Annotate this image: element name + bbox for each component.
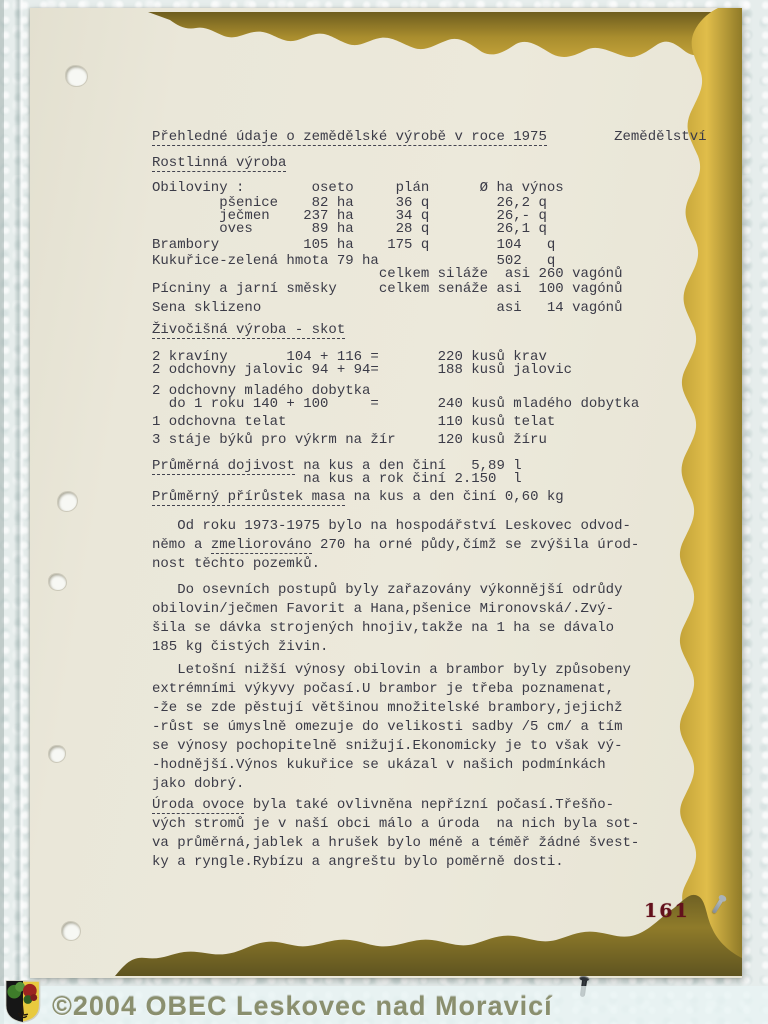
punch-hole xyxy=(61,921,81,941)
typed-line: se výnosy pochopitelně snižují.Ekonomicky je to však vý- xyxy=(152,738,623,754)
typed-line: Obiloviny : oseto plán Ø ha výnos xyxy=(152,180,564,196)
typed-line: na kus a rok činí 2.150 l xyxy=(152,471,522,487)
typed-line: Kukuřice-zelená hmota 79 ha 502 q xyxy=(152,253,556,269)
typed-line: Brambory 105 ha 175 q 104 q xyxy=(152,237,556,253)
typed-content xyxy=(152,131,728,872)
coat-of-arms-icon xyxy=(4,979,42,1023)
typed-line: -růst se úmyslně omezuje do velikosti sadby /5 cm/ a tím xyxy=(152,719,623,735)
typed-line: ky a ryngle.Rybízu a angreštu bylo poměrně dosti. xyxy=(152,854,564,870)
typed-line: Úroda ovoce byla také ovlivněna nepřízní počasí.Třešňo- xyxy=(152,797,615,813)
typed-line: oves 89 ha 28 q 26,1 q xyxy=(152,221,547,237)
chronicle-page xyxy=(30,8,742,978)
typed-line: 1 odchovna telat 110 kusů telat xyxy=(152,414,556,430)
typed-line: va průměrná,jablek a hrušek bylo méně a téměř žádné švest- xyxy=(152,835,640,851)
typed-line: celkem siláže asi 260 vagónů xyxy=(152,266,623,282)
typed-line: 2 kravíny 104 + 116 = 220 kusů krav xyxy=(152,349,547,365)
punch-hole xyxy=(65,65,88,87)
punch-hole xyxy=(48,573,67,591)
typed-line: Pícniny a jarní směsky celkem senáže asi 100 vagónů xyxy=(152,281,623,297)
typed-line: -hodnější.Výnos kukuřice se ukázal v našich podmínkách xyxy=(152,757,606,773)
typed-line: Živočišná výroba - skot xyxy=(152,322,346,338)
typed-line: 2 odchovny mladého dobytka xyxy=(152,383,371,399)
page-number: 161 xyxy=(644,900,690,922)
typed-line: Průměrný přírůstek masa na kus a den činí 0,60 kg xyxy=(152,489,564,505)
typed-line: 185 kg čistých živin. xyxy=(152,639,329,655)
watermark-text: ©2004 OBEC Leskovec nad Moravicí xyxy=(52,991,553,1021)
typed-line: jako dobrý. xyxy=(152,776,245,792)
typed-line: Přehledné údaje o zemědělské výrobě v roce 1975 Zemědělství xyxy=(152,129,707,145)
typed-line: Od roku 1973-1975 bylo na hospodářství Leskovec odvod- xyxy=(152,518,631,534)
typed-line: -že se zde pěstují většinou množitelské brambory,jejichž xyxy=(152,700,623,716)
typed-line: pšenice 82 ha 36 q 26,2 q xyxy=(152,195,547,211)
styrofoam-edge xyxy=(0,0,4,1024)
typed-line: 3 stáje býků pro výkrm na žír 120 kusů žíru xyxy=(152,432,547,448)
typed-line: Sena sklizeno asi 14 vagónů xyxy=(152,300,623,316)
typed-line: vých stromů je v naší obci málo a úroda na nich byla sot- xyxy=(152,816,640,832)
typed-line: 2 odchovny jalovic 94 + 94= 188 kusů jalovic xyxy=(152,362,573,378)
typed-line: nost těchto pozemků. xyxy=(152,556,321,572)
typed-line: ječmen 237 ha 34 q 26,- q xyxy=(152,208,547,224)
typed-line: Do osevních postupů byly zařazovány výkonnější odrůdy xyxy=(152,582,623,598)
typed-line: obilovin/ječmen Favorit a Hana,pšenice Mironovská/.Zvý- xyxy=(152,601,615,617)
typed-line: extrémními výkyvy počasí.U brambor je třeba poznamenat, xyxy=(152,681,615,697)
typed-line: šila se dávka strojených hnojiv,takže na 1 ha se dávalo xyxy=(152,620,615,636)
styrofoam-seam xyxy=(14,0,24,1024)
typed-line: Rostlinná výroba xyxy=(152,155,287,171)
typed-line: Letošní nižší výnosy obilovin a brambor byly způsobeny xyxy=(152,662,631,678)
typed-line: němo a zmeliorováno 270 ha orné půdy,čímž se zvýšila úrod- xyxy=(152,537,640,553)
typed-line: Průměrná dojivost na kus a den činí 5,89 l xyxy=(152,458,522,474)
typed-line: do 1 roku 140 + 100 = 240 kusů mladého dobytka xyxy=(152,396,640,412)
watermark-bar xyxy=(0,986,768,1024)
